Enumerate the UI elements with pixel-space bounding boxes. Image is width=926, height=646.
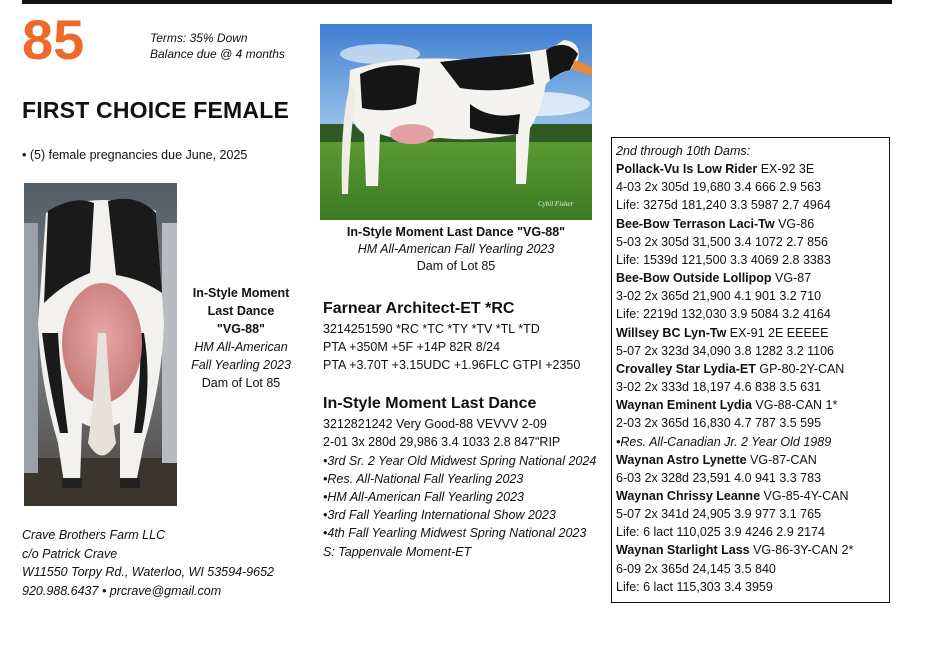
lot-title: FIRST CHOICE FEMALE xyxy=(22,97,290,123)
sale-terms xyxy=(150,30,285,62)
pedigree-dam-name: Waynan Chrissy Leanne xyxy=(616,488,761,503)
consignor-contact: c/o Patrick Crave xyxy=(22,546,118,561)
pedigree-dam-class: EX-92 3E xyxy=(757,162,815,177)
dam-award: •4th Fall Yearling Midwest Spring National 2023 xyxy=(323,526,587,541)
consignor-address: W11550 Torpy Rd., Waterloo, WI 53594-9652 xyxy=(22,565,274,579)
pedigree-dam-class: VG-87-CAN xyxy=(746,452,817,467)
caption-left-award2: Fall Yearling 2023 xyxy=(191,358,291,372)
dam-award: •3rd Sr. 2 Year Old Midwest Spring National 2024 xyxy=(323,453,597,468)
pedigree-dam-name: Bee-Bow Outside Lollipop xyxy=(616,271,772,286)
dam-record: 2-01 3x 280d 29,986 3.4 1033 2.8 847"RIP xyxy=(323,435,561,450)
pedigree-dam-record: 4-03 2x 305d 19,680 3.4 666 2.9 563 xyxy=(616,180,822,195)
pedigree-dam xyxy=(616,360,889,396)
cow-rear-photo xyxy=(24,183,177,506)
pedigree-dam-lifetime: Life: 6 lact 115,303 3.4 3959 xyxy=(616,579,773,594)
pedigree-dam-class: GP-80-2Y-CAN xyxy=(755,361,845,376)
pedigree-dam-record: 2-03 2x 365d 16,830 4.7 787 3.5 595 xyxy=(616,416,822,431)
pedigree-box xyxy=(611,137,890,603)
sire-pta-production: PTA +350M +5F +14P 82R 8/24 xyxy=(323,340,501,354)
dam-name: In-Style Moment Last Dance xyxy=(323,395,537,412)
pedigree-dam-lifetime: Life: 6 lact 110,025 3.9 4246 2.9 2174 xyxy=(616,525,825,540)
pedigree-dam-class: VG-86 xyxy=(774,216,815,231)
caption-top-award: HM All-American Fall Yearling 2023 xyxy=(357,242,555,256)
dam-award: •HM All-American Fall Yearling 2023 xyxy=(323,490,524,505)
pedigree-dam-class: VG-87 xyxy=(771,271,812,286)
pedigree-dam-record: 3-02 2x 365d 21,900 4.1 901 3.2 710 xyxy=(616,289,822,304)
dam-award: •3rd Fall Yearling International Show 2023 xyxy=(323,508,556,523)
pedigree-header: 2nd through 10th Dams: xyxy=(616,144,751,158)
pedigree-dam-record: 5-03 2x 305d 31,500 3.4 1072 2.7 856 xyxy=(616,234,828,249)
pedigree-dam-record: 3-02 2x 333d 18,197 4.6 838 3.5 631 xyxy=(616,380,822,395)
caption-top-name: In-Style Moment Last Dance "VG-88" xyxy=(346,225,566,239)
sire-name: Farnear Architect-ET *RC xyxy=(323,300,515,317)
top-photo-caption xyxy=(320,224,592,275)
dam-sire: S: Tappenvale Moment-ET xyxy=(323,544,472,559)
pedigree-dam xyxy=(616,396,889,450)
caption-left-award1: HM All-American xyxy=(194,340,288,354)
terms-down: Terms: 35% Down xyxy=(150,31,248,45)
pedigree-dam-name: Bee-Bow Terrason Laci-Tw xyxy=(616,216,775,231)
pedigree-dam xyxy=(616,160,889,214)
pedigree-dam xyxy=(616,269,889,323)
pedigree-dam xyxy=(616,215,889,269)
sire-id: 3214251590 *RC *TC *TY *TV *TL *TD xyxy=(323,322,540,336)
caption-left-name1: In-Style Moment xyxy=(192,286,290,300)
pedigree-dam-class: VG-85-4Y-CAN xyxy=(760,488,849,503)
pedigree-dam xyxy=(616,324,889,360)
sire-info xyxy=(323,300,580,374)
pedigree-dam-name: Crovalley Star Lydia-ET xyxy=(616,361,756,376)
pedigree-dam-name: Waynan Eminent Lydia xyxy=(616,398,752,413)
caption-left-score: "VG-88" xyxy=(217,322,265,336)
top-rule xyxy=(22,0,892,4)
pedigree-dam-lifetime: Life: 3275d 181,240 3.3 5987 2.7 4964 xyxy=(616,198,831,213)
pedigree-dam xyxy=(616,451,889,487)
left-photo-caption xyxy=(180,284,302,392)
pedigree-dam-class: VG-88-CAN 1* xyxy=(751,398,838,413)
pedigree-dam-record: 5-07 2x 323d 34,090 3.8 1282 3.2 1106 xyxy=(616,343,835,358)
lot-description: • (5) female pregnancies due June, 2025 xyxy=(22,148,248,162)
sire-pta-type: PTA +3.70T +3.15UDC +1.96FLC GTPI +2350 xyxy=(323,358,581,372)
pedigree-dam-record: 5-07 2x 341d 24,905 3.9 977 3.1 765 xyxy=(616,507,822,522)
pedigree-dam-class: EX-91 2E EEEEE xyxy=(726,325,829,340)
photo-credit: Cybil Fisher xyxy=(538,200,574,208)
pedigree-dam-name: Willsey BC Lyn-Tw xyxy=(616,325,727,340)
pedigree-dam-record: 6-09 2x 365d 24,145 3.5 840 xyxy=(616,561,776,576)
caption-left-dam-of: Dam of Lot 85 xyxy=(201,376,281,390)
pedigree-dam-name: Pollack-Vu Is Low Rider xyxy=(616,162,758,177)
cow-side-photo xyxy=(320,24,592,220)
pedigree-dam-record: 6-03 2x 328d 23,591 4.0 941 3.3 783 xyxy=(616,470,822,485)
dam-id-score: 3212821242 Very Good-88 VEVVV 2-09 xyxy=(323,417,547,432)
terms-balance: Balance due @ 4 months xyxy=(150,47,285,61)
pedigree-dam-class: VG-86-3Y-CAN 2* xyxy=(749,543,854,558)
consignor-farm: Crave Brothers Farm LLC xyxy=(22,528,166,542)
consignor-info xyxy=(22,526,274,600)
caption-top-dam-of: Dam of Lot 85 xyxy=(416,259,496,273)
dam-award: •Res. All-National Fall Yearling 2023 xyxy=(323,471,524,486)
pedigree-dam-lifetime: Life: 2219d 132,030 3.9 5084 3.2 4164 xyxy=(616,307,831,322)
pedigree-dam xyxy=(616,541,889,595)
pedigree-dam xyxy=(616,487,889,541)
consignor-phone-email: 920.988.6437 • prcrave@gmail.com xyxy=(22,583,222,598)
lot-number: 85 xyxy=(22,8,85,71)
dam-info xyxy=(323,395,596,561)
caption-left-name2: Last Dance xyxy=(207,304,275,318)
pedigree-dam-lifetime: Life: 1539d 121,500 3.3 4069 2.8 3383 xyxy=(616,252,831,267)
pedigree-dam-name: Waynan Astro Lynette xyxy=(616,452,747,467)
pedigree-dam-award: •Res. All-Canadian Jr. 2 Year Old 1989 xyxy=(616,434,832,449)
pedigree-dam-name: Waynan Starlight Lass xyxy=(616,543,750,558)
